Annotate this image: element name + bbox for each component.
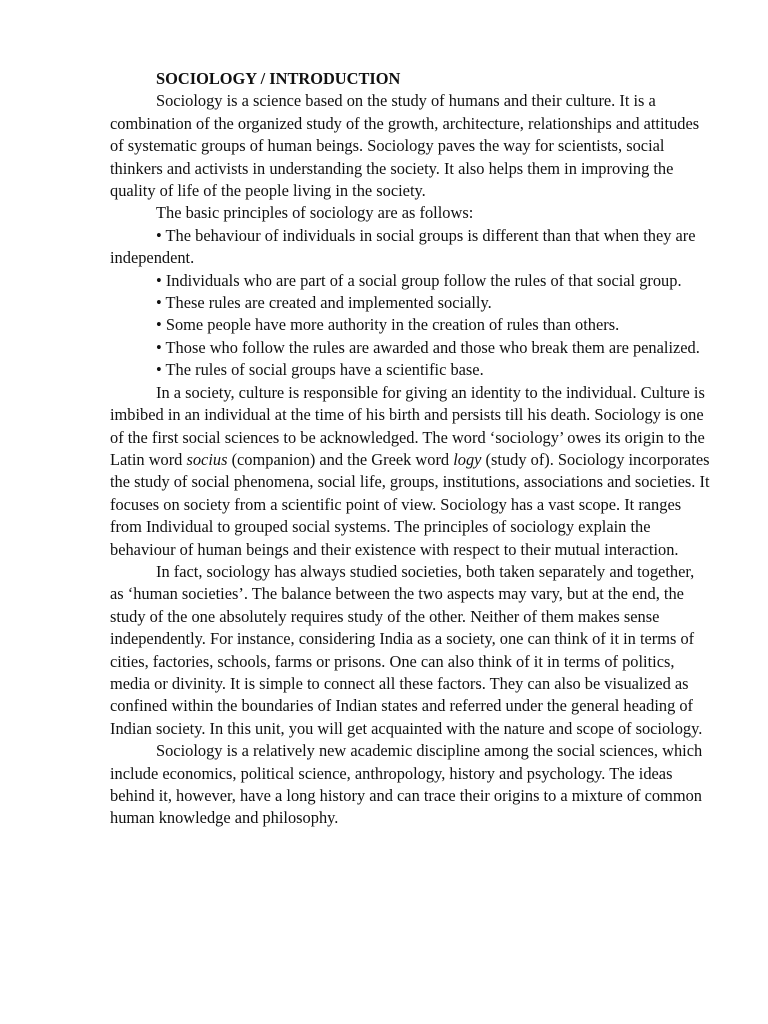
principle-item: • Some people have more authority in the creation of rules than others. xyxy=(156,315,620,335)
societies-paragraph: In fact, sociology has always studied societies, both taken separately and together, as ‘human societies’. The balance between the two aspects may vary, but at the end, the study of the one absolutely requires study of the other. Neither of them makes sense independently. For instance, considering India as a society, one can think of it in terms of cities, factories, schools, farms or prisons. One can also think of it in terms of politics, media or divinity. It is simple to connect all these factors. They can also be visualized as confined within the boundaries of Indian states and referred under the general heading of Indian society. In this unit, you will get acquainted with the nature and scope of sociology. xyxy=(110,561,703,738)
document-page xyxy=(110,68,710,830)
principle-item: • The rules of social groups have a scientific base. xyxy=(156,360,484,380)
culture-text-2: (companion) and the Greek word xyxy=(227,449,454,469)
principle-item: • Those who follow the rules are awarded and those who break them are penalized. xyxy=(156,337,700,357)
culture-text-3: (study of). Sociology incorporates the study of social phenomena, social life, groups, institutions, associations and societies. It focuses on society from a scientific point of view. Sociology has a vast scope. It ranges from Individual to grouped social systems. The principles of sociology explain the behaviour of human beings and their existence with respect to their mutual interaction. xyxy=(110,449,710,559)
culture-text-1: In a society, culture is responsible for giving an identity to the individual. Culture is imbibed in an individual at the time of his birth and persists till his death. Sociology is one of the first social sciences to be acknowledged. The word ‘sociology’ owes its origin to the Latin word xyxy=(110,382,705,469)
page-title: SOCIOLOGY / INTRODUCTION xyxy=(156,69,401,88)
principle-item: • Individuals who are part of a social group follow the rules of that social group. xyxy=(156,270,682,290)
greek-term: logy xyxy=(453,449,482,469)
principle-item: • The behaviour of individuals in social groups is different than that when they are independent. xyxy=(110,225,696,268)
principle-item: • These rules are created and implemented socially. xyxy=(156,293,492,313)
discipline-paragraph: Sociology is a relatively new academic discipline among the social sciences, which include economics, political science, anthropology, history and psychology. The ideas behind it, however, have a long history and can trace their origins to a mixture of common human knowledge and philosophy. xyxy=(110,741,703,828)
principles-lead: The basic principles of sociology are as follows: xyxy=(156,203,474,223)
intro-paragraph: Sociology is a science based on the study of humans and their culture. It is a combination of the organized study of the growth, architecture, relationships and attitudes of systematic groups of human beings. Sociology paves the way for scientists, social thinkers and activists in understanding the society. It also helps them in improving the quality of life of the people living in the society. xyxy=(110,91,700,201)
culture-paragraph xyxy=(110,382,710,561)
latin-term: socius xyxy=(186,449,228,469)
